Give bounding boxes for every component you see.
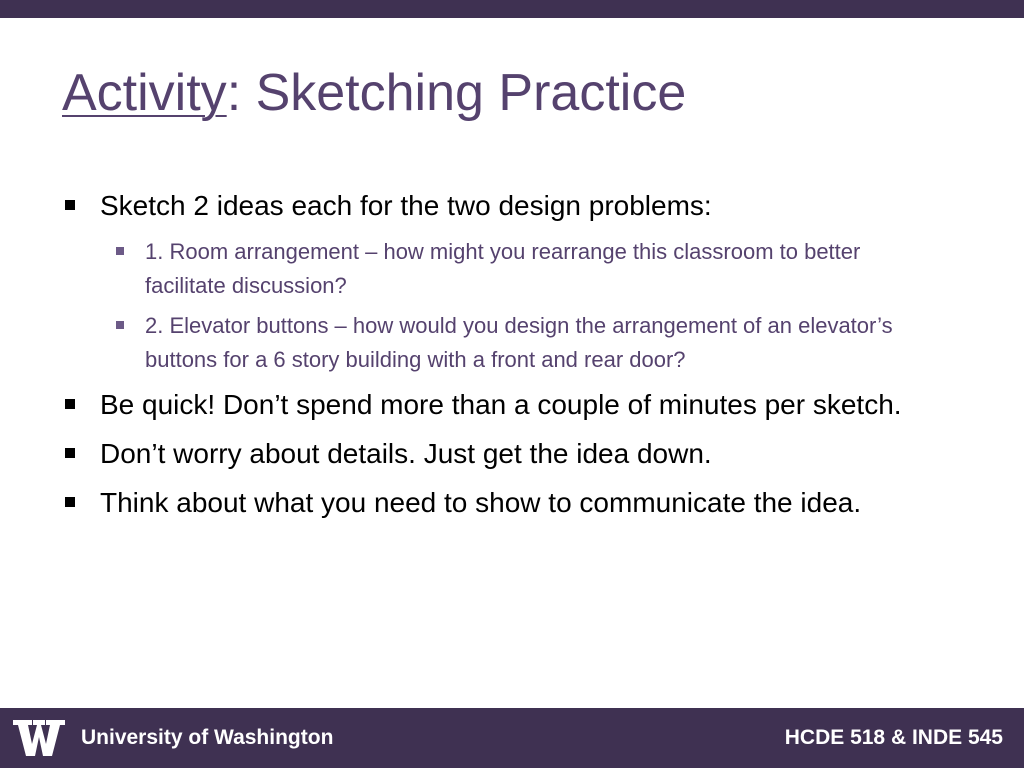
course-code: HCDE 518 & INDE 545 [784,726,1003,749]
bullet-item [62,186,982,226]
square-bullet-icon [116,321,124,329]
square-bullet-icon [116,247,124,255]
bullet-item [62,385,982,425]
square-bullet-icon [65,497,75,507]
slide-title [62,62,686,124]
bullet-item [62,434,982,474]
square-bullet-icon [65,448,75,458]
bullet-text: Don’t worry about details. Just get the idea down. [100,438,712,469]
bullet-text: Sketch 2 ideas each for the two design problems: [100,190,712,221]
sub-bullet-text: 1. Room arrangement – how might you rearrange this classroom to better facilitate discussion? [145,239,861,298]
bullet-text: Think about what you need to show to communicate the idea. [100,487,862,518]
uw-w-logo-icon [12,718,66,758]
top-accent-bar [0,0,1024,18]
sub-bullet-item [62,235,982,303]
sub-bullet-list [62,235,982,377]
square-bullet-icon [65,200,75,210]
title-text: : Sketching Practice [226,64,687,122]
square-bullet-icon [65,399,75,409]
title-activity-link[interactable]: Activity [62,64,227,122]
bullet-list [62,186,982,532]
university-name: University of Washington [81,726,334,749]
sub-bullet-item [62,309,982,377]
bullet-text: Be quick! Don’t spend more than a couple of minutes per sketch. [100,389,902,420]
footer-bar [0,708,1024,768]
bullet-item [62,483,982,523]
sub-bullet-text: 2. Elevator buttons – how would you design the arrangement of an elevator’s buttons for a 6 story building with a front and rear door? [145,313,893,372]
